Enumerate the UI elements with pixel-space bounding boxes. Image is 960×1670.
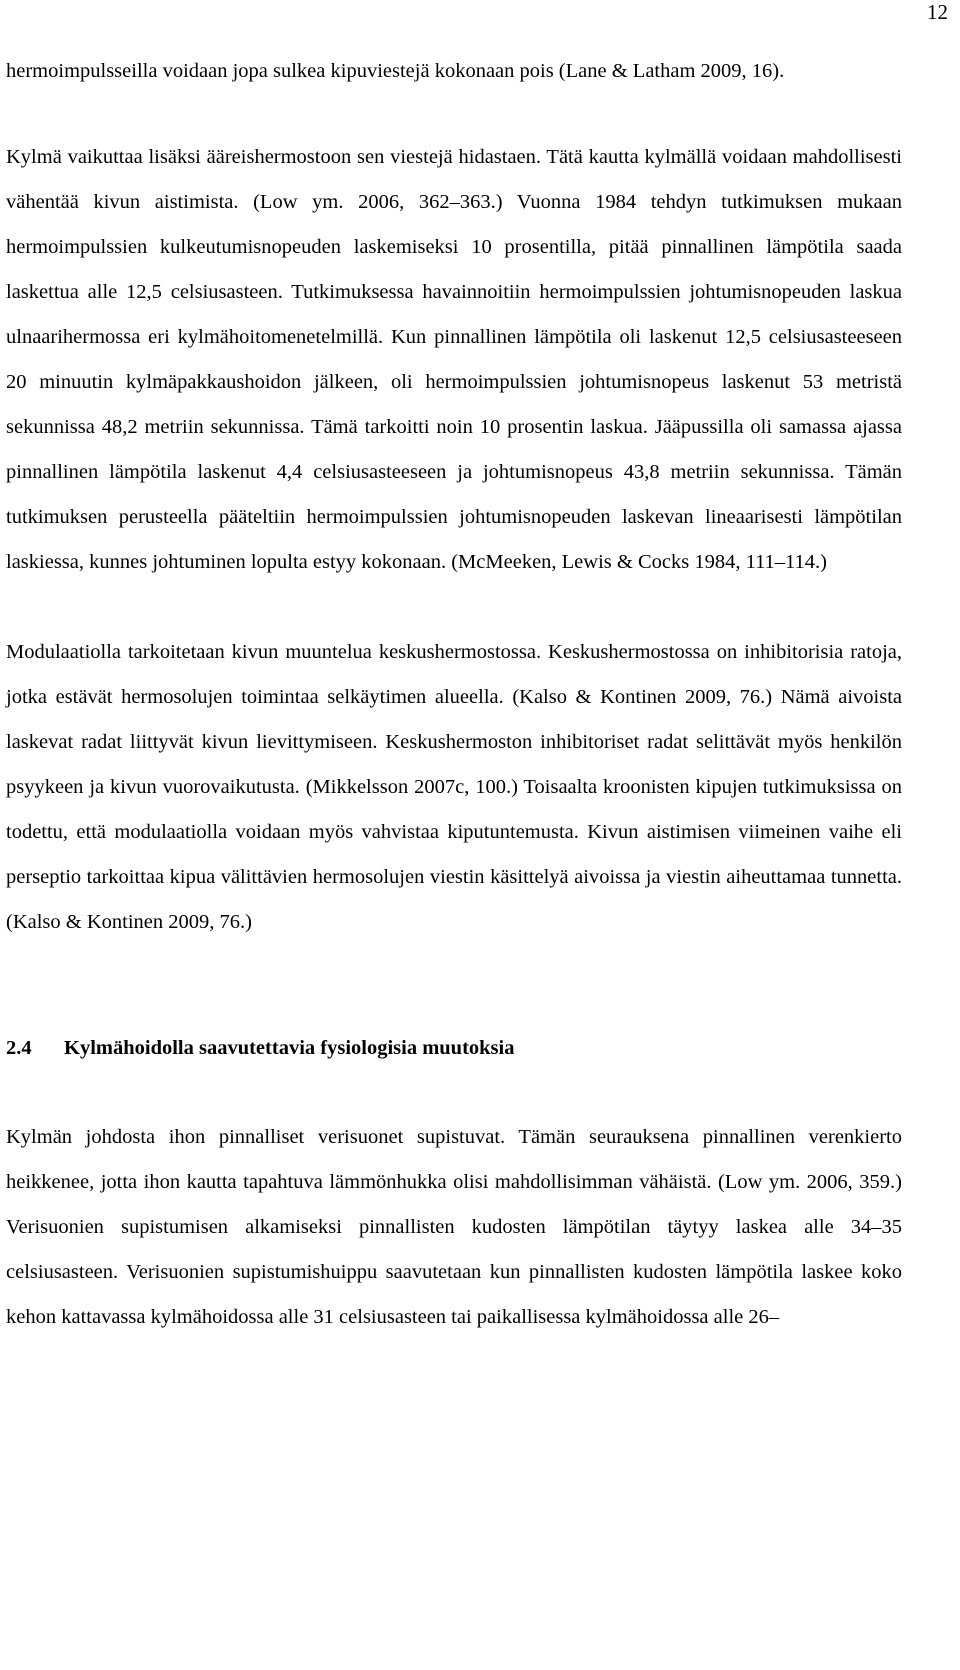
page-content (6, 49, 902, 1340)
section-heading (6, 1026, 902, 1071)
section-title: Kylmähoidolla saavutettavia fysiologisia muutoksia (64, 1037, 515, 1059)
paragraph-modulation: Modulaatiolla tarkoitetaan kivun muuntelua keskushermostossa. Keskushermostossa on inhibitorisia ratoja, jotka estävät hermosolujen toimintaa selkäytimen alueella. (Kalso & Kontinen 2009, 76.) Nämä aivoista laskevat radat liittyvät kivun lievittymiseen. Keskushermoston inhibitoriset radat selittävät myös henkilön psyykeen ja kivun vuorovaikutusta. (Mikkelsson 2007c, 100.) Toisaalta kroonisten kipujen tutkimuksissa on todettu, että modulaatiolla voidaan myös vahvistaa kiputuntemusta. Kivun aistimisen viimeinen vaihe eli perseptio tarkoittaa kipua välittävien hermosolujen viestin käsittelyä aivoissa ja viestin aiheuttamaa tunnetta. (Kalso & Kontinen 2009, 76.) (6, 641, 902, 933)
page-number: 12 (927, 0, 948, 24)
section-number: 2.4 (6, 1037, 32, 1059)
paragraph-vasoconstriction: Kylmän johdosta ihon pinnalliset verisuonet supistuvat. Tämän seurauksena pinnallinen verenkierto heikkenee, jotta ihon kautta tapahtuva lämmönhukka olisi mahdollisimman vähäistä. (Low ym. 2006, 359.) Verisuonien supistumisen alkamiseksi pinnallisten kudosten lämpötilan täytyy laskea alle 34–35 celsiusasteen. Verisuonien supistumishuippu saavutetaan kun pinnallisten kudosten lämpötila laskee koko kehon kattavassa kylmähoidossa alle 31 celsiusasteen tai paikallisessa kylmähoidossa alle 26– (6, 1126, 902, 1328)
paragraph-intro: hermoimpulsseilla voidaan jopa sulkea kipuviestejä kokonaan pois (Lane & Latham 2009, 16). (6, 60, 785, 82)
paragraph-peripheral-nerves: Kylmä vaikuttaa lisäksi ääreishermostoon sen viestejä hidastaen. Tätä kautta kylmällä voidaan mahdollisesti vähentää kivun aistimista. (Low ym. 2006, 362–363.) Vuonna 1984 tehdyn tutkimuksen mukaan hermoimpulssien kulkeutumisnopeuden laskemiseksi 10 prosentilla, pitää pinnallinen lämpötila saada laskettua alle 12,5 celsiusasteen. Tutkimuksessa havainnoitiin hermoimpulssien johtumisnopeuden laskua ulnaarihermossa eri kylmähoitomenetelmillä. Kun pinnallinen lämpötila oli laskenut 12,5 celsiusasteeseen 20 minuutin kylmäpakkaushoidon jälkeen, oli hermoimpulssien johtumisnopeus laskenut 53 metristä sekunnissa 48,2 metriin sekunnissa. Tämä tarkoitti noin 10 prosentin laskua. Jääpussilla oli samassa ajassa pinnallinen lämpötila laskenut 4,4 celsiusasteeseen ja johtumisnopeus 43,8 metriin sekunnissa. Tämän tutkimuksen perusteella pääteltiin hermoimpulssien johtumisnopeuden laskevan lineaarisesti lämpötilan laskiessa, kunnes johtuminen lopulta estyy kokonaan. (McMeeken, Lewis & Cocks 1984, 111–114.) (6, 146, 902, 573)
